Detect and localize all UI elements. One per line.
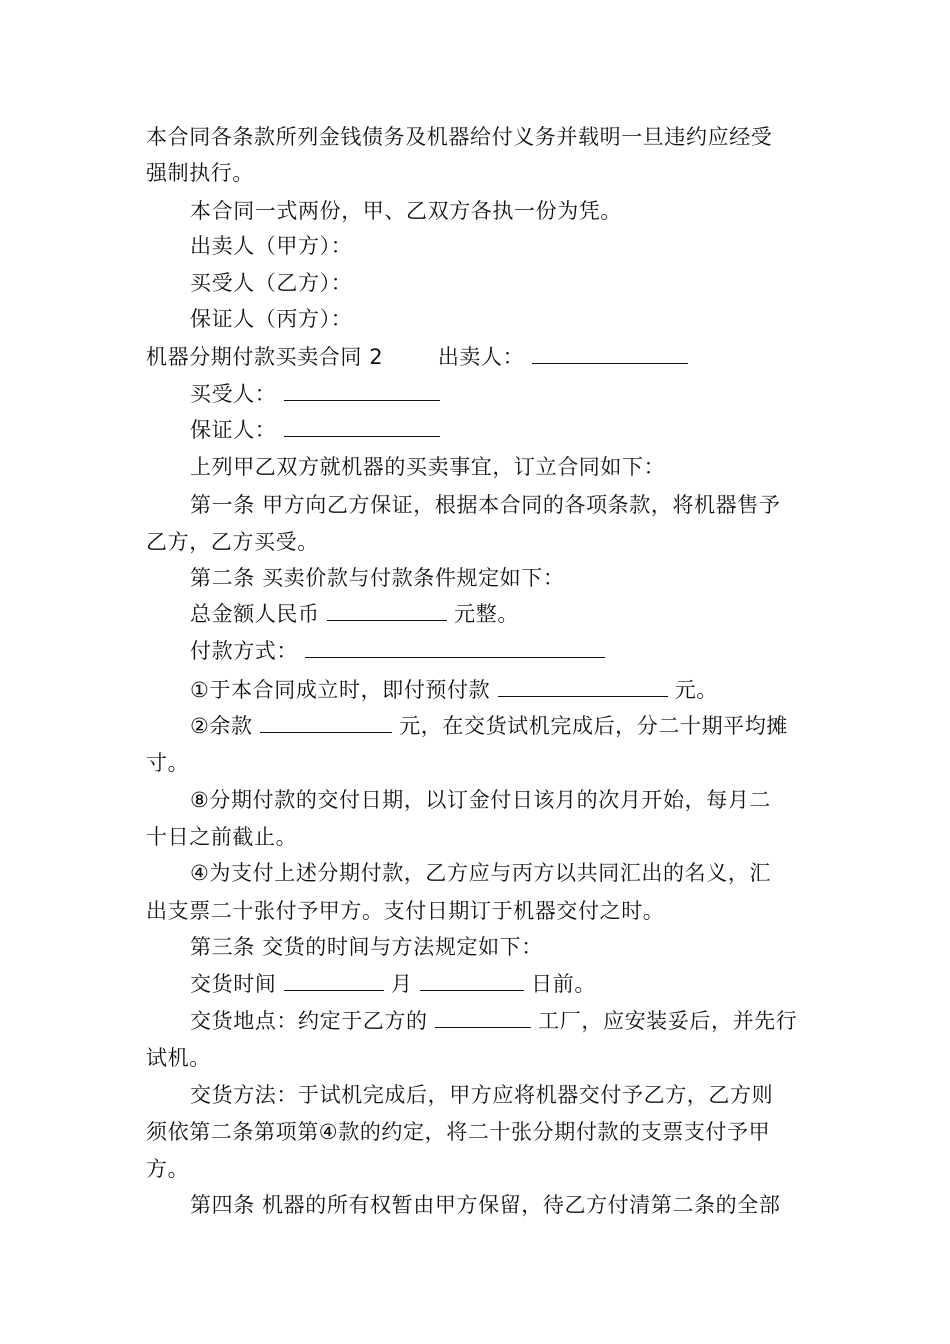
signature-line-buyer <box>190 268 810 298</box>
text: 第二条 买卖价款与付款条件规定如下： <box>190 566 565 590</box>
total-amount-label: 总金额人民币 <box>190 602 320 626</box>
article-1-line <box>190 490 810 520</box>
paragraph-line <box>146 527 810 557</box>
delivery-time-label: 交货时间 <box>190 972 277 996</box>
text: 须依第二条第项第④款的约定，将二十张分期付款的支票支付予甲 <box>146 1120 771 1144</box>
delivery-place-blank <box>435 1005 531 1028</box>
guarantor-line <box>190 414 810 444</box>
text: 十日之前截止。 <box>146 825 298 849</box>
paragraph-line <box>146 1154 810 1184</box>
paragraph-line <box>190 452 810 482</box>
paragraph-line <box>146 896 810 926</box>
seller-label: 出卖人： <box>437 345 525 369</box>
paragraph-line <box>146 122 810 152</box>
text: 寸。 <box>146 751 190 775</box>
delivery-place-text: 工厂，应安装妥后，并先行 <box>538 1009 798 1033</box>
total-amount-blank <box>327 598 447 621</box>
article-2-line <box>190 563 810 593</box>
delivery-day-blank <box>420 968 524 991</box>
prepayment-unit: 元。 <box>674 678 718 702</box>
text: 出支票二十张付予甲方。支付日期订于机器交付之时。 <box>146 899 665 923</box>
text: 方。 <box>146 1157 190 1181</box>
balance-blank <box>260 710 392 733</box>
signature-line-guarantor <box>190 304 810 334</box>
paragraph-line <box>146 1043 810 1073</box>
delivery-place-label: 交货地点：约定于乙方的 <box>190 1009 428 1033</box>
contract-title: 机器分期付款买卖合同 2 <box>146 345 384 369</box>
text: 第三条 交货的时间与方法规定如下： <box>190 935 543 959</box>
paragraph-line <box>146 822 810 852</box>
paragraph-line <box>146 748 810 778</box>
prepayment-line <box>190 674 810 704</box>
text: 上列甲乙双方就机器的买卖事宜，订立合同如下： <box>190 455 666 479</box>
payment-method-label: 付款方式： <box>190 639 298 663</box>
paragraph-line <box>146 158 810 188</box>
prepayment-blank <box>498 674 668 697</box>
balance-label: ②余款 <box>190 714 260 738</box>
paragraph-line <box>146 1117 810 1147</box>
text: 本合同各条款所列金钱债务及机器给付义务并载明一旦违约应经受 <box>146 125 773 149</box>
text: ⑧分期付款的交付日期，以订金付日该月的次月开始，每月二 <box>190 788 772 812</box>
text: 第一条 甲方向乙方保证，根据本合同的各项条款，将机器售予 <box>190 493 781 517</box>
total-amount-line <box>190 598 810 628</box>
delivery-time-line <box>190 968 810 998</box>
installment-date-line <box>190 785 810 815</box>
seller-blank <box>532 341 688 364</box>
text: 试机。 <box>146 1046 211 1070</box>
text: 交货方法：于试机完成后，甲方应将机器交付予乙方，乙方则 <box>190 1083 774 1107</box>
delivery-day-unit: 日前。 <box>531 972 596 996</box>
buyer-label: 买受人： <box>190 382 277 406</box>
balance-text: 元，在交货试机完成后，分二十期平均摊 <box>399 714 788 738</box>
contract-title-line <box>146 341 810 371</box>
article-3-line <box>190 932 810 962</box>
text: 第四条 机器的所有权暂由甲方保留，待乙方付清第二条的全部 <box>190 1193 781 1217</box>
prepayment-label: ①于本合同成立时，即付预付款 <box>190 678 491 702</box>
text: ④为支付上述分期付款，乙方应与丙方以共同汇出的名义，汇 <box>190 861 772 885</box>
buyer-line <box>190 378 810 408</box>
delivery-place-line <box>190 1005 810 1035</box>
text: 强制执行。 <box>146 161 254 185</box>
text: 买受人（乙方）： <box>190 271 353 295</box>
delivery-month-unit: 月 <box>390 972 413 996</box>
guarantor-blank <box>284 414 440 437</box>
delivery-method-line <box>190 1080 810 1110</box>
buyer-blank <box>284 378 440 401</box>
delivery-month-blank <box>284 968 384 991</box>
text: 出卖人（甲方）： <box>190 234 353 258</box>
payment-method-blank <box>305 635 605 658</box>
text: 乙方，乙方买受。 <box>146 530 319 554</box>
signature-line-seller <box>190 231 810 261</box>
paragraph-line <box>190 196 810 226</box>
text: 本合同一式两份，甲、乙双方各执一份为凭。 <box>190 199 622 223</box>
total-amount-unit: 元整。 <box>454 602 519 626</box>
cheque-line <box>190 858 810 888</box>
article-4-line <box>190 1190 810 1220</box>
guarantor-label: 保证人： <box>190 418 277 442</box>
payment-method-line <box>190 635 810 665</box>
balance-line <box>190 710 810 740</box>
text: 保证人（丙方）： <box>190 307 353 331</box>
